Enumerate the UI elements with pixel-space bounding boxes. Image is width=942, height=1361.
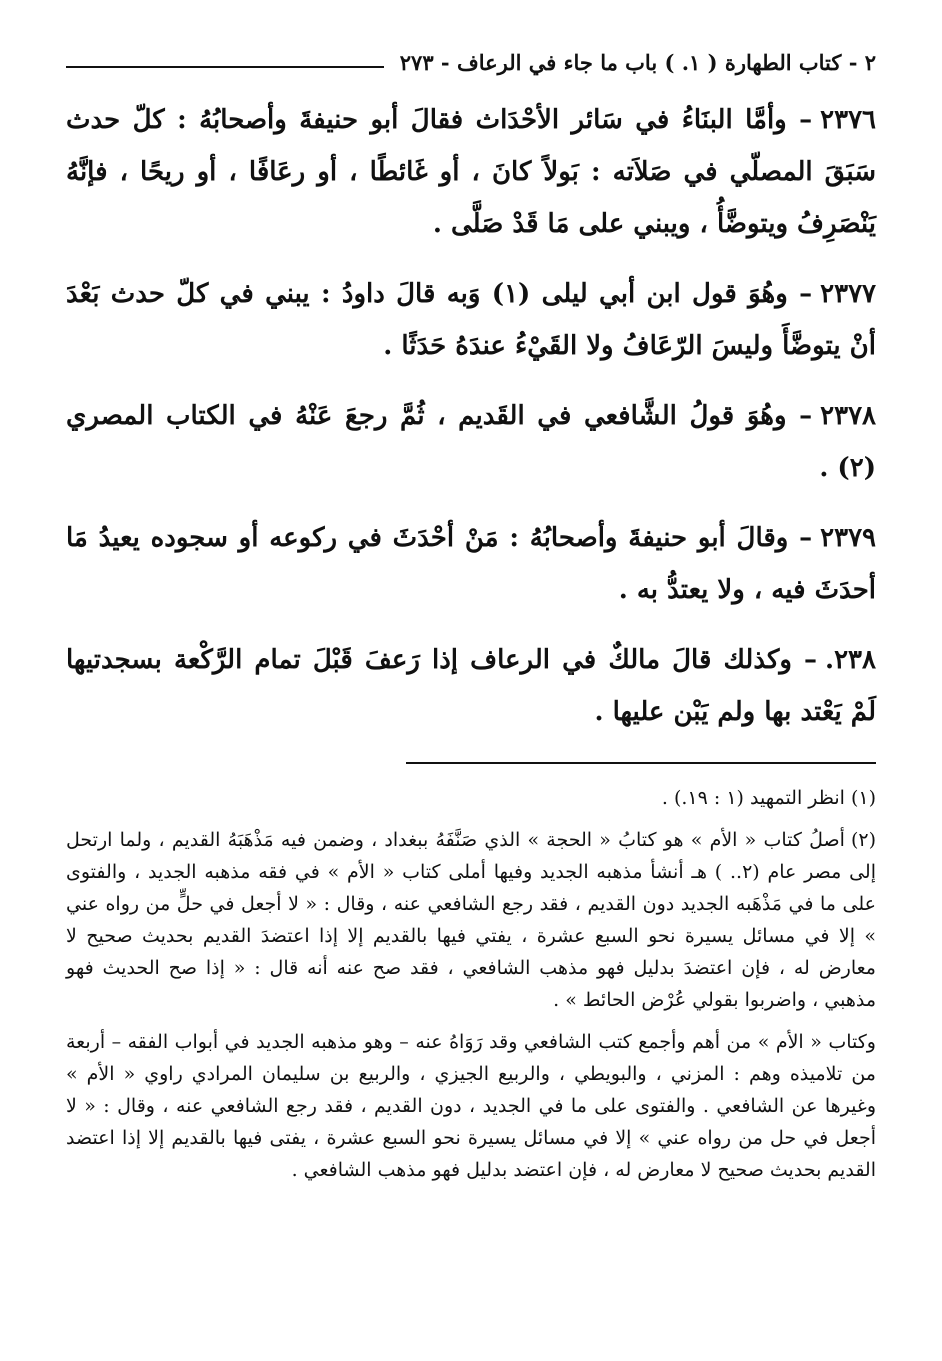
paragraph-2378 [66, 390, 876, 494]
footnote-text: وكتاب « الأم » من أهم وأجمع كتب الشافعي وقد رَوَاهُ عنه – وهو مذهبه الجديد في أبواب الفقه – أربعة من تلاميذه وهم : المزني ، والبويطي ، والربيع الجيزي ، والربيع بن سليمان المرادي راوي « الأم » وغيرها عن الشافعي . والفتوى على ما في الجديد ، دون القديم ، فقد رجع الشافعي عنه ، وقال : « لا أجعل في حل من رواه عني » إلا في مسائل يسيرة نحو السبع عشرة ، يفتى فيها بالقديم إلا إذا اعتضد القديم بحديث صحيح لا معارض له ، فإن اعتضد بدليل فهو مذهب الشافعي . [66, 1031, 876, 1181]
paragraph-2379 [66, 512, 876, 616]
footnote-2-continuation [66, 1026, 876, 1186]
paragraph-2380 [66, 634, 876, 738]
paragraph-number: ٢٣٧٧ [820, 279, 876, 309]
running-head [66, 44, 876, 80]
paragraph-number: ٢٣٧٨ [820, 401, 876, 431]
paragraph-text: – وأمَّا البنَاءُ في سَائر الأحْدَاث فقالَ أبو حنيفةَ وأصحابُهُ : كلّ حدث سَبَقَ المصلّي في صَلاَته : بَولاً كانَ ، أو غَائطًا ، أو رعَافًا ، أو ريحًا ، فإنَّهُ يَنْصَرِفُ ويتوضَّأُ ، ويبني على مَا قَدْ صَلَّى . [66, 105, 876, 239]
running-head-rule [66, 66, 384, 68]
footnote-text: أصلُ كتاب « الأم » هو كتابُ « الحجة » الذي صَنَّفَهُ ببغداد ، وضمن فيه مَذْهَبَهُ القديم ، ولما ارتحل إلى مصر عام (٢.. ) هـ أنشأ مذهبه الجديد وفيها أملى كتاب « الأم » في فقه مذهبه الجديد ، والفتوى على ما في مَذْهَبه الجديد دون القديم ، فقد رجع الشافعي عنه ، وقال : « لا أجعل في حلٍّ من رواه عني » إلا في مسائل يسيرة نحو السبع عشرة ، يفتي فيها بالقديم إلا إذا اعتضدَ القديم بحديث صحيح لا معارض له ، فإن اعتضدَ بدليل فهو مذهب الشافعي ، فقد صح عنه أنه قال : « إذا صح الحديث فهو مذهبي ، واضربوا بقولي عُرْض الحائط » . [66, 829, 876, 1011]
paragraph-number: ٢٣٧٩ [820, 523, 876, 553]
footnote-text: انظر التمهيد (١ : ١٩.) . [661, 787, 845, 809]
paragraph-text: – وكذلك قالَ مالكٌ في الرعاف إذا رَعفَ قَبْلَ تمام الرَّكْعة بسجدتيها لَمْ يَعْتد بها ولم يَبْن عليها . [66, 645, 876, 727]
footnote-2 [66, 824, 876, 1016]
paragraph-text: – وهُوَ قولُ الشَّافعي في القَديم ، ثُمَّ رجعَ عَنْهُ في الكتاب المصري (٢) . [66, 401, 876, 483]
paragraph-text: – وهُوَ قول ابن أبي ليلى (١) وَبه قالَ داودُ : يبني في كلّ حدث بَعْدَ أنْ يتوضَّأَ وليسَ الرّعَافُ ولا القَيْءُ عندَهُ حَدَثًا . [66, 279, 876, 361]
paragraph-text: – وقالَ أبو حنيفةَ وأصحابُهُ : مَنْ أحْدَثَ في ركوعه أو سجوده يعيدُ مَا أحدَثَ فيه ، ولا يعتدُّ به . [66, 523, 876, 605]
footnote-mark: (١) [850, 787, 876, 809]
paragraph-number: ٢٣٧٦ [820, 105, 876, 135]
footnote-mark: (٢) [850, 829, 876, 851]
main-text [66, 94, 876, 738]
footnote-divider [406, 762, 876, 764]
footnotes [66, 782, 876, 1186]
paragraph-number: ٢٣٨. [825, 645, 876, 675]
footnote-1 [66, 782, 876, 814]
running-head-text: ٢ - كتاب الطهارة ( ١. ) باب ما جاء في الرعاف - ٢٧٣ [399, 49, 876, 75]
paragraph-2377 [66, 268, 876, 372]
paragraph-2376 [66, 94, 876, 250]
